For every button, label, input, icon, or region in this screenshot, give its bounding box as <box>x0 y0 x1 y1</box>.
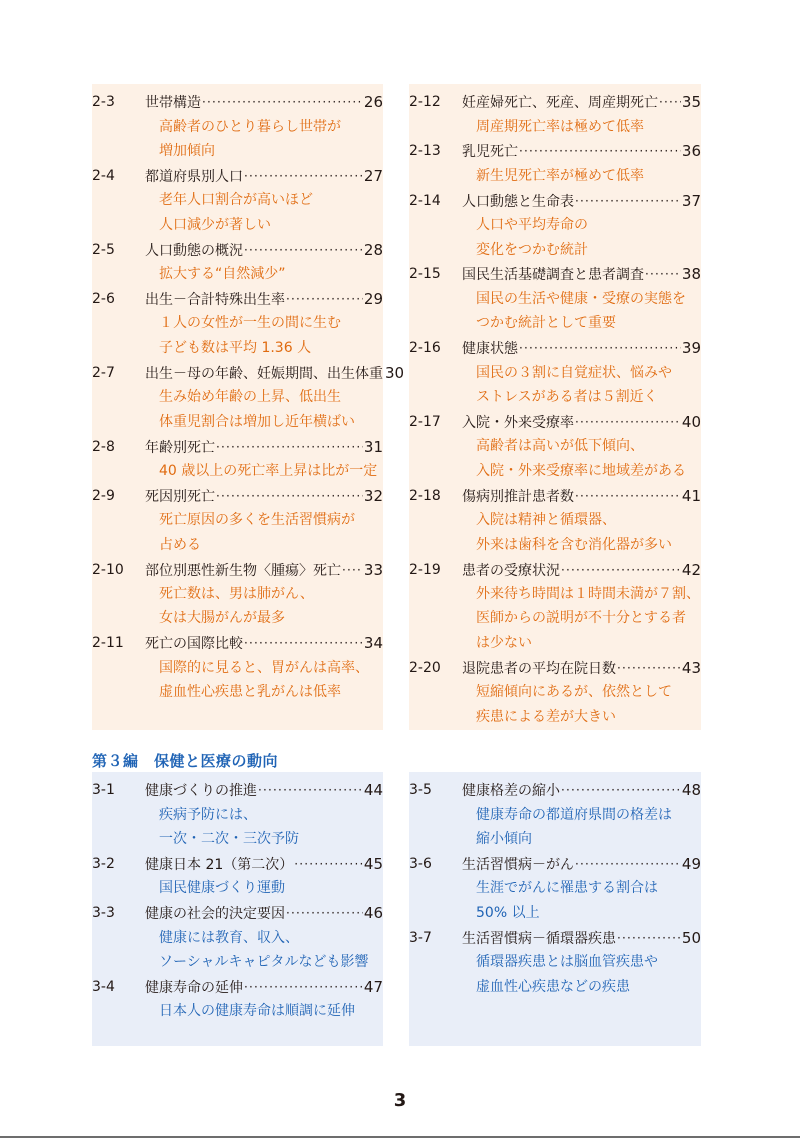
entry-summary-line: 生涯でがんに罹患する割合は <box>476 880 658 897</box>
entry-summary-line: 変化をつかむ統計 <box>476 241 588 258</box>
entry-title: 健康格差の縮小 <box>462 783 560 800</box>
entry-title: 国民生活基礎調査と患者調査 <box>462 267 644 284</box>
entry-number: 2-11 <box>92 635 124 652</box>
entry-summary-line: 女は大腸がんが最多 <box>159 610 285 627</box>
entry-page-number: 39 <box>681 339 701 358</box>
entry-number: 2-3 <box>92 94 115 111</box>
entry-title: 健康づくりの推進 <box>145 783 257 800</box>
entry-page-number: 50 <box>681 928 701 947</box>
entry-summary-line: 高齢者のひとり暮らし世帯が <box>159 118 341 135</box>
entry-summary-line: 死亡数は、男は肺がん、 <box>159 585 314 602</box>
dot-leader <box>617 931 681 945</box>
toc-entry[interactable] <box>409 778 701 852</box>
entry-number: 2-13 <box>409 143 441 160</box>
dot-leader <box>244 243 363 257</box>
entry-page-number: 41 <box>681 486 701 505</box>
entry-summary-line: 縮小傾向 <box>476 831 532 848</box>
toc-entry[interactable] <box>409 852 701 926</box>
entry-page-number: 46 <box>363 904 383 923</box>
entry-number: 3-3 <box>92 905 115 922</box>
dot-leader <box>519 144 681 158</box>
section3-left-panel <box>92 772 383 1046</box>
entry-number: 2-20 <box>409 659 441 676</box>
toc-entry-row[interactable] <box>92 361 405 386</box>
entry-number: 2-19 <box>409 561 441 578</box>
entry-page-number: 48 <box>681 781 701 800</box>
entry-number: 3-1 <box>92 782 115 799</box>
entry-page-number: 44 <box>363 781 383 800</box>
toc-entry-row[interactable] <box>92 631 383 656</box>
entry-summary-line: 高齢者は高いが低下傾向、 <box>476 438 644 455</box>
entry-title: 生活習慣病－循環器疾患 <box>462 930 616 947</box>
entry-title: 年齢別死亡 <box>145 439 215 456</box>
toc-entry[interactable] <box>92 164 383 238</box>
toc-entry-row[interactable] <box>92 557 383 582</box>
toc-entry-row[interactable] <box>409 336 701 361</box>
entry-page-number: 40 <box>681 413 701 432</box>
dot-leader <box>519 341 681 355</box>
entry-page-number: 42 <box>681 560 701 579</box>
entry-title: 健康日本 21（第二次） <box>145 857 294 874</box>
toc-entry[interactable] <box>409 188 701 262</box>
entry-page-number: 37 <box>681 191 701 210</box>
entry-summary-line: 新生児死亡率が極めて低率 <box>476 167 644 184</box>
entry-title: 部位別悪性新生物〈腫瘍〉死亡 <box>145 562 341 579</box>
entry-summary-line: 国民の３割に自覚症状、悩みや <box>476 364 672 381</box>
entry-page-number: 35 <box>681 93 701 112</box>
entry-summary-line: 健康寿命の都道府県間の格差は <box>476 806 672 823</box>
dot-leader <box>575 489 681 503</box>
toc-entry-row[interactable] <box>92 484 383 509</box>
entry-summary-line: ストレスがある者は５割近く <box>476 389 658 406</box>
entry-summary-line: 虚血性心疾患などの疾患 <box>476 978 630 995</box>
entry-page-number: 38 <box>681 265 701 284</box>
toc-entry-row[interactable] <box>92 975 383 1000</box>
entry-summary-line: 入院は精神と循環器、 <box>476 512 616 529</box>
entry-page-number: 27 <box>363 167 383 186</box>
entry-summary-line: １人の女性が一生の間に生む <box>159 315 341 332</box>
entry-number: 2-9 <box>92 487 115 504</box>
entry-summary-line: 外来待ち時間は１時間未満が７割、 <box>476 585 700 602</box>
entry-number: 2-5 <box>92 241 115 258</box>
entry-title: 人口動態の概況 <box>145 242 243 259</box>
toc-entry-row[interactable] <box>409 139 701 164</box>
entry-page-number: 29 <box>363 290 383 309</box>
entry-title: 都道府県別人口 <box>145 169 243 186</box>
section3-heading: 第３編 保健と医療の動向 <box>92 752 279 770</box>
entry-summary-line: 短縮傾向にあるが、依然として <box>476 684 672 701</box>
dot-leader <box>575 194 681 208</box>
entry-number: 3-5 <box>409 782 432 799</box>
entry-number: 2-8 <box>92 438 115 455</box>
entry-number: 2-16 <box>409 340 441 357</box>
dot-leader <box>575 857 681 871</box>
entry-number: 3-6 <box>409 856 432 873</box>
dot-leader <box>286 292 363 306</box>
entry-page-number: 30 <box>385 363 405 382</box>
entry-summary-line: 入院・外来受療率に地域差がある <box>476 462 686 479</box>
toc-entry-row[interactable] <box>409 262 701 287</box>
entry-summary-line: 虚血性心疾患と乳がんは低率 <box>159 684 341 701</box>
entry-number: 2-6 <box>92 291 115 308</box>
entry-number: 2-14 <box>409 192 441 209</box>
dot-leader <box>645 267 681 281</box>
entry-summary-line: 周産期死亡率は極めて低率 <box>476 118 644 135</box>
entry-title: 世帯構造 <box>145 95 201 112</box>
entry-page-number: 31 <box>363 437 383 456</box>
dot-leader <box>617 661 681 675</box>
entry-page-number: 43 <box>681 658 701 677</box>
entry-summary-line: 増加傾向 <box>159 143 215 160</box>
toc-entry[interactable] <box>409 139 701 188</box>
entry-summary-line: 40 歳以上の死亡率上昇は比が一定 <box>159 462 378 479</box>
entry-page-number: 28 <box>363 240 383 259</box>
entry-title: 人口動態と生命表 <box>462 193 574 210</box>
entry-page-number: 47 <box>363 978 383 997</box>
entry-number: 2-15 <box>409 266 441 283</box>
toc-entry[interactable] <box>409 557 701 655</box>
entry-title: 乳児死亡 <box>462 144 518 161</box>
toc-entry-row[interactable] <box>409 188 701 213</box>
entry-title: 健康寿命の延伸 <box>145 980 243 997</box>
page-number: 3 <box>393 1090 407 1111</box>
entry-page-number: 32 <box>363 486 383 505</box>
section2-left-panel <box>92 84 405 730</box>
entry-title: 傷病別推計患者数 <box>462 488 574 505</box>
toc-entry[interactable] <box>409 656 701 730</box>
entry-summary-line: 老年人口割合が高いほど <box>159 192 313 209</box>
toc-entry-row[interactable] <box>409 656 701 681</box>
entry-title: 死亡の国際比較 <box>145 636 243 653</box>
toc-entry-row[interactable] <box>409 926 701 951</box>
entry-summary-line: つかむ統計として重要 <box>476 315 616 332</box>
toc-entry[interactable] <box>409 410 701 484</box>
toc-entry-row[interactable] <box>92 90 383 115</box>
entry-summary-line: 生み始め年齢の上昇、低出生 <box>159 389 341 406</box>
toc-entry[interactable] <box>409 926 701 1000</box>
toc-entry-row[interactable] <box>409 778 701 803</box>
dot-leader <box>202 95 363 109</box>
toc-entry[interactable] <box>409 90 701 139</box>
entry-title: 退院患者の平均在院日数 <box>462 660 616 677</box>
entry-summary-line: 疾患による差が大きい <box>476 708 616 725</box>
toc-entry-row[interactable] <box>92 287 383 312</box>
bottom-divider <box>0 1136 800 1138</box>
dot-leader <box>286 906 363 920</box>
entry-summary-line: 一次・二次・三次予防 <box>159 831 299 848</box>
entry-title: 健康の社会的決定要因 <box>145 906 285 923</box>
toc-entry-row[interactable] <box>92 434 383 459</box>
dot-leader <box>258 783 363 797</box>
toc-entry-row[interactable] <box>92 778 383 803</box>
toc-entry[interactable] <box>409 262 701 336</box>
dot-leader <box>659 95 681 109</box>
dot-leader <box>561 783 681 797</box>
entry-number: 2-18 <box>409 487 441 504</box>
entry-summary-line: 疾病予防には、 <box>159 806 257 823</box>
entry-title: 出生－母の年齢、妊娠期間、出生体重 <box>145 365 383 382</box>
entry-number: 2-10 <box>92 561 124 578</box>
entry-summary-line: 拡大する“自然減少” <box>159 266 286 283</box>
entry-summary-line: 人口減少が著しい <box>159 216 271 233</box>
toc-entry[interactable] <box>92 557 383 631</box>
dot-leader <box>244 636 363 650</box>
dot-leader <box>216 440 363 454</box>
entry-page-number: 36 <box>681 142 701 161</box>
entry-number: 3-4 <box>92 979 115 996</box>
toc-entry-row[interactable] <box>92 164 383 189</box>
entry-number: 3-2 <box>92 856 115 873</box>
dot-leader <box>244 980 363 994</box>
entry-summary-line: 国際的に見ると、胃がんは高率、 <box>159 659 369 676</box>
entry-number: 2-17 <box>409 414 441 431</box>
entry-summary-line: 医師からの説明が不十分とする者 <box>476 610 686 627</box>
entry-page-number: 26 <box>363 93 383 112</box>
entry-number: 2-12 <box>409 94 441 111</box>
dot-leader <box>216 489 363 503</box>
entry-summary-line: 国民健康づくり運動 <box>159 880 285 897</box>
toc-entry[interactable] <box>92 484 383 558</box>
dot-leader <box>294 857 363 871</box>
entry-number: 2-4 <box>92 168 115 185</box>
toc-entry[interactable] <box>92 852 383 901</box>
dot-leader <box>342 563 363 577</box>
entry-number: 2-7 <box>92 364 115 381</box>
entry-summary-line: 国民の生活や健康・受療の実態を <box>476 290 686 307</box>
toc-entry[interactable] <box>92 361 405 435</box>
entry-page-number: 34 <box>363 634 383 653</box>
toc-entry[interactable] <box>92 901 383 975</box>
dot-leader <box>575 415 681 429</box>
toc-entry-row[interactable] <box>92 901 383 926</box>
entry-title: 生活習慣病－がん <box>462 857 574 874</box>
toc-entry-row[interactable] <box>409 90 701 115</box>
toc-entry[interactable] <box>409 336 701 410</box>
entry-summary-line: 人口や平均寿命の <box>476 216 588 233</box>
toc-entry[interactable] <box>92 778 383 852</box>
toc-entry-row[interactable] <box>409 852 701 877</box>
toc-entry[interactable] <box>409 484 701 558</box>
entry-summary-line: ソーシャルキャピタルなども影響 <box>159 954 369 971</box>
toc-entry[interactable] <box>92 238 383 287</box>
entry-page-number: 49 <box>681 855 701 874</box>
toc-entry-row[interactable] <box>409 410 701 435</box>
entry-summary-line: 外来は歯科を含む消化器が多い <box>476 536 672 553</box>
dot-leader <box>244 169 363 183</box>
entry-page-number: 33 <box>363 560 383 579</box>
entry-summary-line: は少ない <box>476 635 532 652</box>
entry-title: 入院・外来受療率 <box>462 415 574 432</box>
toc-entry-row[interactable] <box>92 852 383 877</box>
entry-summary-line: 循環器疾患とは脳血管疾患や <box>476 954 658 971</box>
entry-number: 3-7 <box>409 929 432 946</box>
entry-title: 妊産婦死亡、死産、周産期死亡 <box>462 95 658 112</box>
toc-entry-row[interactable] <box>409 557 701 582</box>
toc-entry[interactable] <box>92 975 383 1024</box>
dot-leader <box>561 563 681 577</box>
entry-summary-line: 死亡原因の多くを生活習慣病が <box>159 512 355 529</box>
section2-right-panel <box>409 84 701 730</box>
toc-entry[interactable] <box>92 287 383 361</box>
toc-entry[interactable] <box>92 90 383 164</box>
entry-summary-line: 占める <box>159 536 201 553</box>
entry-title: 患者の受療状況 <box>462 562 560 579</box>
entry-title: 死因別死亡 <box>145 488 215 505</box>
toc-entry[interactable] <box>92 631 383 705</box>
toc-entry[interactable] <box>92 434 383 483</box>
entry-page-number: 45 <box>363 855 383 874</box>
entry-title: 健康状態 <box>462 341 518 358</box>
entry-summary-line: 体重児割合は増加し近年横ばい <box>159 413 355 430</box>
entry-summary-line: 50% 以上 <box>476 904 540 921</box>
entry-summary-line: 日本人の健康寿命は順調に延伸 <box>159 1003 355 1020</box>
entry-summary-line: 子ども数は平均 1.36 人 <box>159 339 312 356</box>
toc-entry-row[interactable] <box>409 484 701 509</box>
entry-summary-line: 健康には教育、収入、 <box>159 929 299 946</box>
toc-entry-row[interactable] <box>92 238 383 263</box>
section3-right-panel <box>409 772 701 1046</box>
entry-title: 出生－合計特殊出生率 <box>145 292 285 309</box>
